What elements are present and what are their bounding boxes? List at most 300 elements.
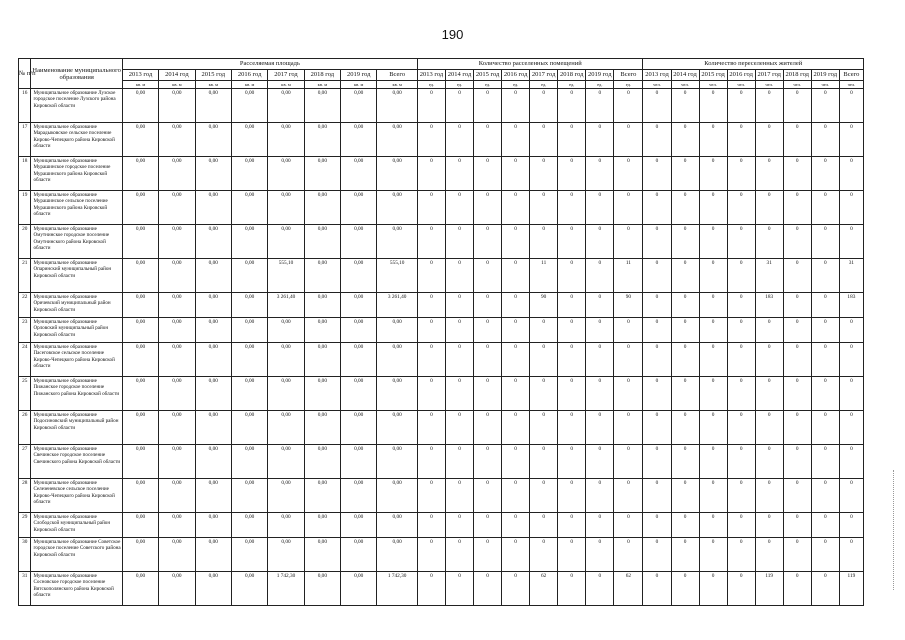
table-body	[19, 89, 864, 606]
rooms-unit-label: ед.	[474, 81, 502, 89]
table-row	[19, 377, 864, 411]
residents-value-cell: 0	[839, 343, 863, 377]
residents-value-cell: 0	[699, 343, 727, 377]
municipality-name: Муниципальное образование Мурашинское сельское поселение Мурашинского района Кировской области	[31, 191, 122, 225]
residents-value-cell: 0	[783, 377, 811, 411]
residents-value-cell: 0	[727, 293, 755, 318]
residents-unit-label: чел.	[811, 81, 839, 89]
residents-value-cell: 0	[671, 445, 699, 479]
area-value-cell: 0,00	[377, 225, 418, 259]
rooms-value-cell: 0	[502, 293, 530, 318]
rooms-value-cell: 0	[614, 513, 643, 538]
area-value-cell: 0,00	[195, 89, 231, 123]
rooms-value-cell: 0	[614, 445, 643, 479]
area-value-cell: 0,00	[341, 479, 377, 513]
area-value-cell: 0,00	[377, 411, 418, 445]
rooms-value-cell: 0	[614, 318, 643, 343]
area-value-cell: 555,10	[377, 259, 418, 293]
residents-value-cell: 0	[699, 411, 727, 445]
residents-value-cell: 0	[755, 225, 783, 259]
rooms-value-cell: 0	[614, 479, 643, 513]
residents-value-cell: 119	[839, 572, 863, 606]
area-value-cell: 0,00	[341, 513, 377, 538]
row-number: 27	[19, 445, 31, 479]
area-value-cell: 1 742,30	[268, 572, 304, 606]
residents-value-cell: 0	[699, 191, 727, 225]
rooms-value-cell: 0	[558, 572, 586, 606]
rooms-year-header: 2014 год	[446, 70, 474, 81]
rooms-value-cell: 0	[446, 293, 474, 318]
area-value-cell: 0,00	[304, 123, 340, 157]
area-value-cell: 0,00	[195, 377, 231, 411]
area-value-cell: 0,00	[341, 191, 377, 225]
rooms-value-cell: 0	[614, 411, 643, 445]
residents-value-cell: 0	[755, 445, 783, 479]
rooms-year-header: 2019 год	[586, 70, 614, 81]
row-number: 28	[19, 479, 31, 513]
residents-value-cell: 0	[755, 343, 783, 377]
municipality-name: Муниципальное образование Орловский муниципальный район Кировской области	[31, 318, 122, 343]
rooms-value-cell: 11	[614, 259, 643, 293]
rooms-value-cell: 0	[614, 89, 643, 123]
residents-value-cell: 0	[643, 411, 671, 445]
rooms-value-cell: 0	[474, 411, 502, 445]
residents-value-cell: 0	[671, 225, 699, 259]
area-value-cell: 0,00	[268, 479, 304, 513]
rooms-value-cell: 90	[614, 293, 643, 318]
area-value-cell: 0,00	[231, 343, 267, 377]
table-row	[19, 225, 864, 259]
area-value-cell: 0,00	[159, 225, 195, 259]
units-header-row	[19, 81, 864, 89]
rooms-value-cell: 0	[558, 293, 586, 318]
area-unit-label: кв. м	[377, 81, 418, 89]
residents-value-cell: 0	[755, 123, 783, 157]
table-row	[19, 157, 864, 191]
rooms-value-cell: 0	[558, 157, 586, 191]
area-value-cell: 0,00	[231, 572, 267, 606]
rooms-value-cell: 0	[446, 123, 474, 157]
page-number: 190	[441, 27, 464, 42]
rooms-value-cell: 0	[446, 225, 474, 259]
area-value-cell: 0,00	[341, 123, 377, 157]
rooms-value-cell: 0	[446, 445, 474, 479]
rooms-value-cell: 0	[474, 157, 502, 191]
rooms-value-cell: 0	[417, 343, 445, 377]
residents-value-cell: 0	[699, 479, 727, 513]
rooms-value-cell: 0	[474, 318, 502, 343]
area-value-cell: 0,00	[304, 225, 340, 259]
residents-value-cell: 0	[811, 377, 839, 411]
area-value-cell: 0,00	[304, 318, 340, 343]
area-value-cell: 0,00	[304, 479, 340, 513]
area-value-cell: 0,00	[341, 411, 377, 445]
rooms-year-header: Всего	[614, 70, 643, 81]
area-value-cell: 0,00	[122, 538, 158, 572]
residents-year-header: 2014 год	[671, 70, 699, 81]
row-number: 25	[19, 377, 31, 411]
rooms-value-cell: 0	[417, 513, 445, 538]
rooms-value-cell: 0	[586, 318, 614, 343]
rooms-value-cell: 0	[614, 191, 643, 225]
area-value-cell: 0,00	[341, 538, 377, 572]
rooms-value-cell: 0	[586, 445, 614, 479]
residents-value-cell: 0	[699, 513, 727, 538]
rooms-value-cell: 0	[502, 191, 530, 225]
area-value-cell: 0,00	[122, 318, 158, 343]
rooms-value-cell: 0	[530, 411, 558, 445]
row-number: 29	[19, 513, 31, 538]
rooms-value-cell: 0	[502, 318, 530, 343]
rooms-value-cell: 0	[417, 123, 445, 157]
area-value-cell: 0,00	[341, 343, 377, 377]
area-value-cell: 555,10	[268, 259, 304, 293]
area-value-cell: 0,00	[304, 293, 340, 318]
residents-value-cell: 0	[727, 259, 755, 293]
area-value-cell: 0,00	[268, 513, 304, 538]
area-value-cell: 0,00	[377, 513, 418, 538]
residents-value-cell: 0	[783, 89, 811, 123]
rooms-value-cell: 0	[417, 572, 445, 606]
residents-value-cell: 0	[811, 89, 839, 123]
residents-value-cell: 0	[783, 191, 811, 225]
residents-value-cell: 0	[811, 123, 839, 157]
area-value-cell: 0,00	[377, 445, 418, 479]
area-value-cell: 0,00	[341, 225, 377, 259]
rooms-value-cell: 0	[474, 343, 502, 377]
residents-value-cell: 0	[671, 513, 699, 538]
municipality-name: Муниципальное образование Мурашинское городское поселение Мурашинского района Кировской области	[31, 157, 122, 191]
residents-value-cell: 0	[783, 123, 811, 157]
rooms-value-cell: 0	[586, 538, 614, 572]
area-value-cell: 0,00	[159, 259, 195, 293]
area-value-cell: 0,00	[195, 538, 231, 572]
residents-value-cell: 0	[839, 445, 863, 479]
residents-value-cell: 0	[811, 411, 839, 445]
rooms-value-cell: 0	[474, 513, 502, 538]
rooms-value-cell: 0	[558, 89, 586, 123]
residents-value-cell: 0	[839, 318, 863, 343]
residents-value-cell: 0	[839, 479, 863, 513]
residents-value-cell: 0	[699, 157, 727, 191]
rooms-value-cell: 0	[558, 191, 586, 225]
table-row	[19, 411, 864, 445]
area-unit-label: кв. м	[159, 81, 195, 89]
rooms-value-cell: 0	[558, 343, 586, 377]
rooms-value-cell: 0	[502, 225, 530, 259]
rooms-value-cell: 0	[502, 572, 530, 606]
row-number: 26	[19, 411, 31, 445]
residents-value-cell: 0	[671, 157, 699, 191]
residents-value-cell: 31	[755, 259, 783, 293]
area-value-cell: 0,00	[195, 445, 231, 479]
rooms-value-cell: 0	[558, 318, 586, 343]
area-value-cell: 0,00	[341, 259, 377, 293]
rooms-value-cell: 0	[474, 572, 502, 606]
row-number: 17	[19, 123, 31, 157]
residents-value-cell: 0	[783, 225, 811, 259]
rooms-value-cell: 0	[446, 191, 474, 225]
municipality-name: Муниципальное образование Сосновское городское поселение Вятскополянского района Кировской области	[31, 572, 122, 606]
area-year-header: 2019 год	[341, 70, 377, 81]
table-row	[19, 343, 864, 377]
area-value-cell: 0,00	[231, 318, 267, 343]
rooms-unit-label: ед.	[586, 81, 614, 89]
rooms-unit-label: ед.	[417, 81, 445, 89]
rooms-value-cell: 0	[530, 157, 558, 191]
rooms-year-header: 2016 год	[502, 70, 530, 81]
municipality-name: Муниципальное образование Подосиновский муниципальный район Кировской области	[31, 411, 122, 445]
residents-value-cell: 0	[699, 318, 727, 343]
rooms-value-cell: 0	[502, 343, 530, 377]
residents-value-cell: 0	[671, 259, 699, 293]
area-value-cell: 0,00	[231, 157, 267, 191]
residents-value-cell: 0	[643, 157, 671, 191]
residents-value-cell: 0	[783, 513, 811, 538]
rooms-value-cell: 0	[530, 318, 558, 343]
area-value-cell: 0,00	[195, 411, 231, 445]
rooms-value-cell: 0	[502, 89, 530, 123]
area-value-cell: 0,00	[195, 123, 231, 157]
rooms-value-cell: 0	[474, 191, 502, 225]
residents-value-cell: 0	[839, 538, 863, 572]
area-value-cell: 0,00	[195, 157, 231, 191]
area-value-cell: 0,00	[268, 89, 304, 123]
residents-value-cell: 0	[727, 343, 755, 377]
residents-value-cell: 0	[671, 191, 699, 225]
residents-value-cell: 0	[839, 225, 863, 259]
area-year-header: 2013 год	[122, 70, 158, 81]
residents-value-cell: 0	[811, 343, 839, 377]
rooms-value-cell: 0	[558, 123, 586, 157]
area-value-cell: 0,00	[122, 157, 158, 191]
residents-value-cell: 0	[727, 318, 755, 343]
rooms-value-cell: 0	[530, 123, 558, 157]
area-value-cell: 0,00	[231, 479, 267, 513]
rooms-value-cell: 0	[586, 377, 614, 411]
rooms-value-cell: 0	[530, 445, 558, 479]
row-number: 31	[19, 572, 31, 606]
rooms-value-cell: 0	[474, 259, 502, 293]
residents-value-cell: 0	[755, 479, 783, 513]
rooms-value-cell: 0	[417, 377, 445, 411]
area-value-cell: 0,00	[304, 377, 340, 411]
residents-value-cell: 0	[727, 123, 755, 157]
area-value-cell: 0,00	[195, 259, 231, 293]
rooms-value-cell: 0	[530, 191, 558, 225]
table-row	[19, 123, 864, 157]
area-value-cell: 0,00	[231, 259, 267, 293]
residents-year-header: Всего	[839, 70, 863, 81]
area-group-header: Расселяемая площадь	[122, 59, 417, 70]
residents-value-cell: 0	[643, 538, 671, 572]
area-value-cell: 0,00	[341, 445, 377, 479]
rooms-value-cell: 0	[586, 513, 614, 538]
area-value-cell: 0,00	[231, 225, 267, 259]
area-value-cell: 0,00	[195, 318, 231, 343]
residents-unit-label: чел.	[727, 81, 755, 89]
residents-unit-label: чел.	[699, 81, 727, 89]
rooms-value-cell: 0	[586, 293, 614, 318]
residents-value-cell: 0	[671, 89, 699, 123]
municipality-name: Муниципальное образование Слободской муниципальный район Кировской области	[31, 513, 122, 538]
residents-value-cell: 0	[699, 225, 727, 259]
rooms-value-cell: 0	[614, 343, 643, 377]
area-value-cell: 0,00	[122, 479, 158, 513]
municipality-name: Муниципальное образование Омутнинское городское поселение Омутнинского района Кировской области	[31, 225, 122, 259]
area-value-cell: 0,00	[268, 191, 304, 225]
area-unit-label: кв. м	[231, 81, 267, 89]
row-number: 18	[19, 157, 31, 191]
rooms-value-cell: 62	[530, 572, 558, 606]
area-value-cell: 0,00	[268, 157, 304, 191]
row-number: 30	[19, 538, 31, 572]
rooms-value-cell: 0	[474, 293, 502, 318]
col-no-header: № п/п	[19, 59, 31, 89]
area-unit-label: кв. м	[341, 81, 377, 89]
residents-value-cell: 183	[839, 293, 863, 318]
residents-value-cell: 0	[699, 445, 727, 479]
area-value-cell: 0,00	[377, 123, 418, 157]
table-row	[19, 293, 864, 318]
residents-value-cell: 0	[727, 89, 755, 123]
row-number: 21	[19, 259, 31, 293]
rooms-year-header: 2013 год	[417, 70, 445, 81]
rooms-value-cell: 0	[446, 538, 474, 572]
area-value-cell: 0,00	[341, 318, 377, 343]
rooms-value-cell: 0	[417, 191, 445, 225]
residents-value-cell: 0	[643, 225, 671, 259]
residents-value-cell: 0	[783, 445, 811, 479]
rooms-unit-label: ед.	[446, 81, 474, 89]
rooms-value-cell: 0	[558, 445, 586, 479]
residents-value-cell: 0	[699, 538, 727, 572]
residents-value-cell: 0	[811, 293, 839, 318]
residents-value-cell: 0	[783, 293, 811, 318]
area-value-cell: 0,00	[304, 259, 340, 293]
rooms-value-cell: 0	[474, 445, 502, 479]
residents-value-cell: 0	[811, 479, 839, 513]
rooms-value-cell: 0	[417, 89, 445, 123]
residents-value-cell: 0	[811, 445, 839, 479]
rooms-unit-label: ед.	[558, 81, 586, 89]
area-value-cell: 0,00	[159, 89, 195, 123]
residents-value-cell: 0	[671, 479, 699, 513]
area-value-cell: 0,00	[159, 445, 195, 479]
residents-value-cell: 0	[643, 123, 671, 157]
rooms-unit-label: ед.	[614, 81, 643, 89]
residents-value-cell: 0	[727, 157, 755, 191]
rooms-value-cell: 0	[558, 479, 586, 513]
residents-unit-label: чел.	[783, 81, 811, 89]
area-value-cell: 0,00	[122, 411, 158, 445]
area-value-cell: 0,00	[304, 538, 340, 572]
rooms-value-cell: 0	[446, 572, 474, 606]
rooms-value-cell: 0	[530, 377, 558, 411]
residents-value-cell: 0	[699, 572, 727, 606]
rooms-value-cell: 0	[446, 343, 474, 377]
rooms-value-cell: 0	[614, 225, 643, 259]
residents-value-cell: 0	[783, 572, 811, 606]
area-value-cell: 0,00	[122, 445, 158, 479]
residents-value-cell: 0	[811, 157, 839, 191]
residents-year-header: 2015 год	[699, 70, 727, 81]
residents-value-cell: 0	[811, 318, 839, 343]
municipality-name: Муниципальное образование Пижанское городское поселение Пижанского района Кировской области	[31, 377, 122, 411]
rooms-value-cell: 0	[502, 259, 530, 293]
residents-value-cell: 0	[755, 513, 783, 538]
residents-year-header: 2017 год	[755, 70, 783, 81]
residents-value-cell: 0	[727, 479, 755, 513]
area-value-cell: 0,00	[159, 318, 195, 343]
area-value-cell: 0,00	[268, 318, 304, 343]
rooms-value-cell: 0	[614, 123, 643, 157]
residents-value-cell: 0	[811, 191, 839, 225]
area-value-cell: 0,00	[159, 411, 195, 445]
rooms-value-cell: 0	[586, 191, 614, 225]
area-value-cell: 0,00	[122, 377, 158, 411]
rooms-year-header: 2017 год	[530, 70, 558, 81]
residents-value-cell: 0	[643, 479, 671, 513]
residents-value-cell: 0	[643, 259, 671, 293]
area-value-cell: 0,00	[122, 89, 158, 123]
area-value-cell: 0,00	[268, 343, 304, 377]
residents-value-cell: 0	[671, 572, 699, 606]
residents-value-cell: 0	[671, 293, 699, 318]
residents-value-cell: 31	[839, 259, 863, 293]
residents-value-cell: 0	[755, 157, 783, 191]
area-value-cell: 0,00	[159, 377, 195, 411]
rooms-value-cell: 0	[614, 377, 643, 411]
area-value-cell: 0,00	[231, 293, 267, 318]
area-value-cell: 0,00	[231, 411, 267, 445]
area-unit-label: кв. м	[195, 81, 231, 89]
municipality-name: Муниципальное образование Советское городское поселение Советского района Кировской области	[31, 538, 122, 572]
area-value-cell: 0,00	[122, 123, 158, 157]
row-number: 16	[19, 89, 31, 123]
area-year-header: 2015 год	[195, 70, 231, 81]
area-value-cell: 0,00	[195, 513, 231, 538]
municipality-name: Муниципальное образование Селезеневское сельское поселение Кирово-Чепецкого района Кировской области	[31, 479, 122, 513]
area-year-header: 2014 год	[159, 70, 195, 81]
residents-value-cell: 183	[755, 293, 783, 318]
residents-value-cell: 0	[643, 89, 671, 123]
area-value-cell: 0,00	[195, 191, 231, 225]
residents-year-header: 2016 год	[727, 70, 755, 81]
residents-value-cell: 0	[671, 377, 699, 411]
residents-value-cell: 0	[699, 259, 727, 293]
area-value-cell: 0,00	[341, 89, 377, 123]
residents-value-cell: 0	[671, 123, 699, 157]
rooms-value-cell: 0	[586, 572, 614, 606]
residents-value-cell: 0	[727, 572, 755, 606]
residents-value-cell: 0	[727, 445, 755, 479]
residents-value-cell: 0	[783, 157, 811, 191]
row-number: 20	[19, 225, 31, 259]
area-value-cell: 0,00	[377, 89, 418, 123]
area-value-cell: 0,00	[122, 259, 158, 293]
residents-value-cell: 0	[783, 343, 811, 377]
area-value-cell: 0,00	[159, 479, 195, 513]
area-value-cell: 0,00	[159, 572, 195, 606]
rooms-value-cell: 0	[586, 479, 614, 513]
table-row	[19, 191, 864, 225]
residents-value-cell: 0	[671, 538, 699, 572]
rooms-year-header: 2018 год	[558, 70, 586, 81]
rooms-value-cell: 0	[586, 343, 614, 377]
area-value-cell: 0,00	[268, 377, 304, 411]
rooms-value-cell: 0	[586, 157, 614, 191]
